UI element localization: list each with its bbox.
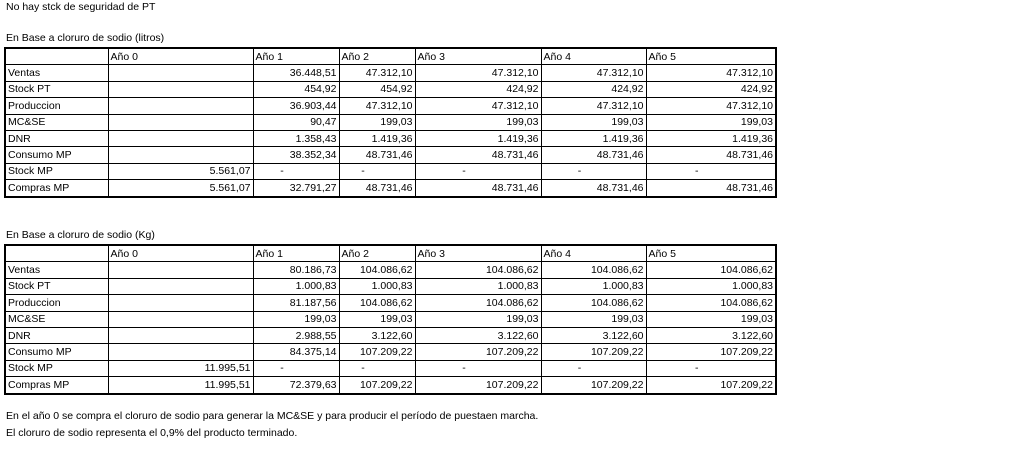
table-row — [5, 65, 776, 81]
table-cell: 199,03 — [541, 114, 646, 130]
column-header: Año 0 — [108, 245, 253, 262]
table-row — [5, 81, 776, 97]
table-cell: 47.312,10 — [415, 65, 541, 81]
table-cell: 1.419,36 — [646, 130, 776, 146]
table-cell: 1.000,83 — [646, 278, 776, 294]
table-cell: 81.187,56 — [253, 295, 339, 311]
footnote-1: En el año 0 se compra el cloruro de sodio para generar la MC&SE y para producir el período de puestaen marcha. — [6, 410, 539, 422]
row-label: Stock PT — [5, 278, 108, 294]
table-cell — [108, 65, 253, 81]
footnote-2: El cloruro de sodio representa el 0,9% del producto terminado. — [6, 427, 298, 439]
table-row — [5, 377, 776, 394]
table-cell: 48.731,46 — [541, 147, 646, 163]
table-cell — [108, 114, 253, 130]
table-cell: 11.995,51 — [108, 360, 253, 376]
table-cell — [108, 262, 253, 278]
table-cell: 107.209,22 — [646, 377, 776, 394]
table-cell: 104.086,62 — [415, 262, 541, 278]
table-cell — [108, 147, 253, 163]
table-cell: 199,03 — [415, 311, 541, 327]
table-cell: 104.086,62 — [541, 295, 646, 311]
table-cell — [108, 130, 253, 146]
table-cell: 104.086,62 — [339, 295, 415, 311]
table-cell: 3.122,60 — [646, 327, 776, 343]
row-label: Produccion — [5, 98, 108, 114]
table-cell: 199,03 — [339, 114, 415, 130]
row-label: MC&SE — [5, 311, 108, 327]
table-row — [5, 327, 776, 343]
table-cell: 1.419,36 — [339, 130, 415, 146]
table-cell: 199,03 — [541, 311, 646, 327]
table-cell: 47.312,10 — [541, 65, 646, 81]
table-cell: 32.791,27 — [253, 180, 339, 197]
table-cell: - — [541, 163, 646, 179]
table-cell: 104.086,62 — [415, 295, 541, 311]
table-cell: 84.375,14 — [253, 344, 339, 360]
table-cell: 1.000,83 — [415, 278, 541, 294]
table-row — [5, 147, 776, 163]
table-cell — [108, 311, 253, 327]
row-label: Stock PT — [5, 81, 108, 97]
table-cell: 38.352,34 — [253, 147, 339, 163]
table-kg — [4, 244, 777, 395]
table-cell: - — [339, 360, 415, 376]
table-cell: 454,92 — [253, 81, 339, 97]
table-cell: 104.086,62 — [339, 262, 415, 278]
table1-body — [5, 48, 776, 197]
table-cell: - — [253, 163, 339, 179]
table-cell: 3.122,60 — [415, 327, 541, 343]
table-cell: 48.731,46 — [646, 180, 776, 197]
table-cell: 47.312,10 — [541, 98, 646, 114]
column-header: Año 1 — [253, 245, 339, 262]
table-cell: 3.122,60 — [541, 327, 646, 343]
table-cell: 104.086,62 — [646, 295, 776, 311]
table-row — [5, 295, 776, 311]
table-cell — [108, 81, 253, 97]
table-cell: 107.209,22 — [339, 344, 415, 360]
header-corner — [5, 48, 108, 65]
table-cell: 90,47 — [253, 114, 339, 130]
table-cell: 36.448,51 — [253, 65, 339, 81]
table-cell: 424,92 — [646, 81, 776, 97]
table-cell: 47.312,10 — [415, 98, 541, 114]
table-row — [5, 278, 776, 294]
column-header: Año 5 — [646, 245, 776, 262]
column-header: Año 2 — [339, 48, 415, 65]
row-label: DNR — [5, 327, 108, 343]
table-cell: 48.731,46 — [339, 147, 415, 163]
header-corner — [5, 245, 108, 262]
column-header: Año 4 — [541, 245, 646, 262]
table-cell: 107.209,22 — [415, 377, 541, 394]
table-cell: - — [339, 163, 415, 179]
table-cell: 48.731,46 — [339, 180, 415, 197]
column-header: Año 4 — [541, 48, 646, 65]
header-row — [5, 245, 776, 262]
row-label: Consumo MP — [5, 344, 108, 360]
table-cell — [108, 98, 253, 114]
table-cell: 199,03 — [253, 311, 339, 327]
table-cell: 3.122,60 — [339, 327, 415, 343]
row-label: Produccion — [5, 295, 108, 311]
row-label: Compras MP — [5, 180, 108, 197]
table-cell: 107.209,22 — [646, 344, 776, 360]
table-cell: 107.209,22 — [339, 377, 415, 394]
table-cell: 5.561,07 — [108, 180, 253, 197]
table-cell: 107.209,22 — [415, 344, 541, 360]
table-cell: 1.358,43 — [253, 130, 339, 146]
table-cell: 1.419,36 — [541, 130, 646, 146]
table-cell: 1.000,83 — [339, 278, 415, 294]
table-cell — [108, 295, 253, 311]
row-label: Compras MP — [5, 377, 108, 394]
table-cell: 1.000,83 — [541, 278, 646, 294]
column-header: Año 1 — [253, 48, 339, 65]
table-row — [5, 163, 776, 179]
table-cell: 199,03 — [646, 311, 776, 327]
table-cell — [108, 327, 253, 343]
table-cell: 48.731,46 — [541, 180, 646, 197]
column-header: Año 2 — [339, 245, 415, 262]
table2-title: En Base a cloruro de sodio (Kg) — [6, 229, 155, 241]
table-cell: 47.312,10 — [646, 65, 776, 81]
table-row — [5, 114, 776, 130]
table-cell — [108, 344, 253, 360]
row-label: Stock MP — [5, 360, 108, 376]
table-cell: 80.186,73 — [253, 262, 339, 278]
table-cell: 104.086,62 — [646, 262, 776, 278]
table-cell: 1.000,83 — [253, 278, 339, 294]
table-cell: 36.903,44 — [253, 98, 339, 114]
row-label: DNR — [5, 130, 108, 146]
table-cell: 5.561,07 — [108, 163, 253, 179]
table-litros — [4, 47, 777, 198]
table-cell: 48.731,46 — [415, 180, 541, 197]
column-header: Año 5 — [646, 48, 776, 65]
row-label: Ventas — [5, 65, 108, 81]
column-header: Año 3 — [415, 48, 541, 65]
table-cell: 454,92 — [339, 81, 415, 97]
table-cell: - — [541, 360, 646, 376]
table-cell: 104.086,62 — [541, 262, 646, 278]
column-header: Año 3 — [415, 245, 541, 262]
header-row — [5, 48, 776, 65]
row-label: Ventas — [5, 262, 108, 278]
table-cell: 47.312,10 — [339, 98, 415, 114]
table-cell: 11.995,51 — [108, 377, 253, 394]
table-cell: 424,92 — [541, 81, 646, 97]
table-cell: 199,03 — [415, 114, 541, 130]
table-cell: 424,92 — [415, 81, 541, 97]
table-cell: 107.209,22 — [541, 377, 646, 394]
table-cell: - — [253, 360, 339, 376]
table-cell: 107.209,22 — [541, 344, 646, 360]
table-cell: 1.419,36 — [415, 130, 541, 146]
table-cell: - — [415, 360, 541, 376]
table-row — [5, 180, 776, 197]
table-row — [5, 344, 776, 360]
table-row — [5, 98, 776, 114]
table-cell: 47.312,10 — [339, 65, 415, 81]
row-label: MC&SE — [5, 114, 108, 130]
table-cell: - — [646, 163, 776, 179]
table-row — [5, 360, 776, 376]
table-cell: 48.731,46 — [646, 147, 776, 163]
table1-title: En Base a cloruro de sodio (litros) — [6, 32, 165, 44]
note-top: No hay stck de seguridad de PT — [6, 1, 156, 13]
table-cell: 72.379,63 — [253, 377, 339, 394]
table-row — [5, 311, 776, 327]
table-cell: 199,03 — [339, 311, 415, 327]
table-cell: 48.731,46 — [415, 147, 541, 163]
table-cell: - — [415, 163, 541, 179]
table-row — [5, 130, 776, 146]
table-cell: 199,03 — [646, 114, 776, 130]
table-cell: - — [646, 360, 776, 376]
table-cell — [108, 278, 253, 294]
row-label: Stock MP — [5, 163, 108, 179]
table-cell: 47.312,10 — [646, 98, 776, 114]
table-row — [5, 262, 776, 278]
table2-body — [5, 245, 776, 394]
column-header: Año 0 — [108, 48, 253, 65]
table-cell: 2.988,55 — [253, 327, 339, 343]
row-label: Consumo MP — [5, 147, 108, 163]
